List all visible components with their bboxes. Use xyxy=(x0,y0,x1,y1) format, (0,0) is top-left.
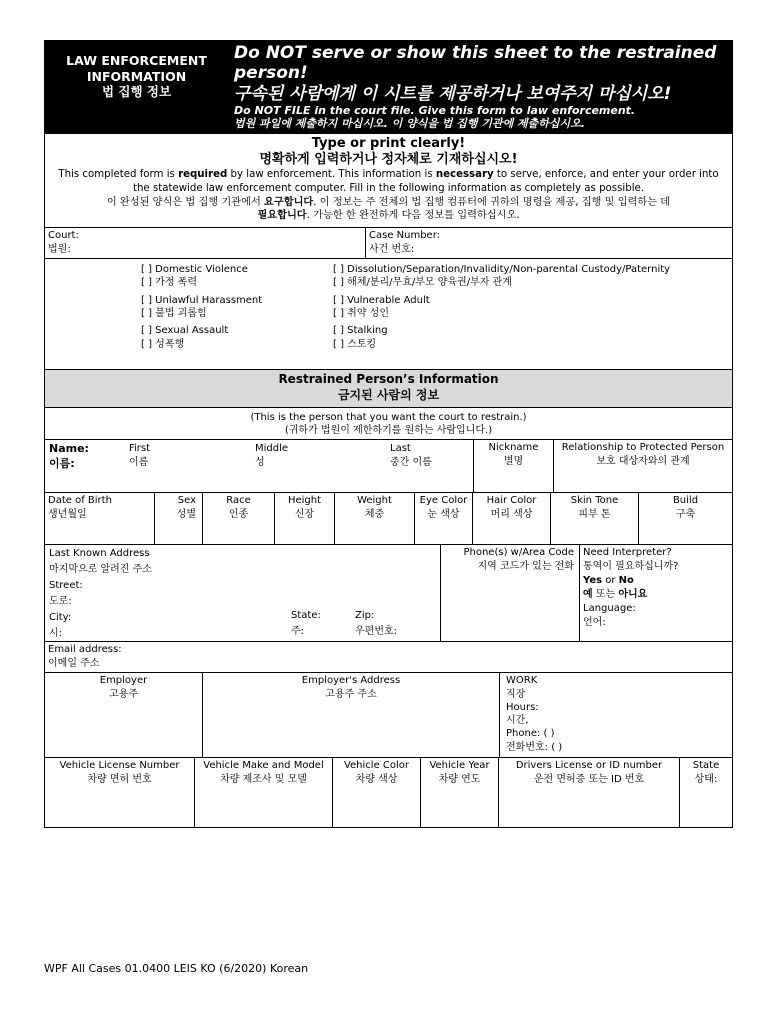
type-clearly-en: Type or print clearly! xyxy=(311,135,466,151)
header-warning-block xyxy=(228,41,732,133)
vehicle-color-field[interactable] xyxy=(333,758,421,827)
checkbox-label-ko: [ ] 해체/분리/무효/부모 양육권/부자 관계 xyxy=(333,277,512,289)
checkbox-label-ko: [ ] 불법 괴롭힘 xyxy=(141,308,207,319)
header-title-line1: LAW ENFORCEMENT xyxy=(66,53,207,68)
nickname-label-ko: 별명 xyxy=(503,455,524,467)
instructions-line2: the statewide law enforcement computer. Fill in the following information as completely as possible. xyxy=(132,182,645,194)
language-label-ko: 언어: xyxy=(583,617,606,629)
state-label xyxy=(291,608,321,640)
instructions-line3 xyxy=(49,196,728,210)
checkbox-stalking[interactable] xyxy=(333,324,670,351)
header-title-line3: 법 집행 정보 xyxy=(101,84,172,100)
eye-color-field[interactable] xyxy=(415,493,473,544)
state-label-en: State: xyxy=(291,610,321,622)
restrained-sub-en: (This is the person that you want the court to restrain.) xyxy=(250,412,527,424)
weight-label-en: Weight xyxy=(357,495,392,507)
height-field[interactable] xyxy=(275,493,335,544)
license-state-label-en: State xyxy=(692,760,720,772)
or-text-ko: 또는 xyxy=(592,589,619,601)
instr-necessary-ko: 필요합니다 xyxy=(257,210,307,222)
name-field[interactable] xyxy=(45,440,474,492)
zip-label xyxy=(355,608,397,640)
address-labels xyxy=(49,546,152,642)
work-phone-label-en: Phone: ( ) xyxy=(506,728,555,740)
email-field[interactable] xyxy=(45,642,732,672)
checkbox-label-en: [ ] Unlawful Harassment xyxy=(141,294,263,306)
no-option[interactable]: No xyxy=(618,575,634,587)
interpreter-label-ko: 통역이 필요하십니까? xyxy=(583,561,679,573)
restrained-title-en: Restrained Person’s Information xyxy=(278,372,499,387)
court-label-ko: 법원: xyxy=(48,243,71,255)
form-header xyxy=(44,40,733,134)
drivers-license-label-en: Drivers License or ID number xyxy=(515,760,663,772)
instr-text: . 이 정보는 주 전체의 법 집행 컴퓨터에 귀하의 명령을 제공, 집행 및 입력하는 데 xyxy=(313,196,671,208)
relationship-field[interactable] xyxy=(554,440,732,492)
dob-field[interactable] xyxy=(45,493,155,544)
drivers-license-field[interactable] xyxy=(499,758,680,827)
nickname-field[interactable] xyxy=(474,440,554,492)
case-number-field[interactable] xyxy=(366,228,732,258)
address-row xyxy=(44,545,733,642)
license-state-label-ko: 상태: xyxy=(694,773,718,785)
sex-label-ko: 성별 xyxy=(176,508,196,520)
sex-field[interactable] xyxy=(155,493,203,544)
instr-text: to serve, enforce, and enter your order into xyxy=(493,169,719,181)
weight-field[interactable] xyxy=(335,493,415,544)
checkbox-label-ko: [ ] 성폭행 xyxy=(141,338,185,350)
employer-address-label-en: Employer's Address xyxy=(301,675,401,687)
checkbox-label-ko: [ ] 스토킹 xyxy=(333,338,377,350)
checkbox-label-en: [ ] Domestic Violence xyxy=(141,264,248,276)
vehicle-license-label-en: Vehicle License Number xyxy=(59,760,180,772)
email-label-ko: 이메일 주소 xyxy=(48,657,100,669)
email-row xyxy=(44,642,733,673)
skin-tone-field[interactable] xyxy=(551,493,639,544)
zip-label-ko: 우편번호: xyxy=(355,626,398,638)
drivers-license-label-ko: 운전 면허증 또는 ID 번호 xyxy=(533,773,645,785)
build-label-en: Build xyxy=(672,495,699,507)
court-field[interactable] xyxy=(45,228,366,258)
vehicle-year-label-ko: 차량 연도 xyxy=(438,773,481,785)
phone-label-ko: 지역 코드가 있는 전화 xyxy=(477,560,574,572)
vehicle-color-label-en: Vehicle Color xyxy=(343,760,410,772)
employer-field[interactable] xyxy=(45,673,203,757)
work-label-ko: 직장 xyxy=(506,688,526,700)
hours-label-en: Hours: xyxy=(506,701,539,713)
work-phone-label-ko: 전화번호: ( ) xyxy=(506,741,563,753)
checkbox-dissolution[interactable] xyxy=(333,263,670,290)
nickname-label-en: Nickname xyxy=(488,442,539,454)
checkbox-label-ko: [ ] 가정 폭력 xyxy=(141,277,197,289)
checkbox-unlawful-harassment[interactable] xyxy=(141,294,262,321)
case-type-right-column xyxy=(333,263,670,351)
address-field[interactable] xyxy=(45,545,441,641)
interpreter-label-en: Need Interpreter? xyxy=(583,547,672,559)
law-enforcement-form xyxy=(44,40,733,828)
yes-no-ko xyxy=(583,588,729,602)
warning-en: Do NOT serve or show this sheet to the restrained person! xyxy=(234,43,717,84)
instr-required: required xyxy=(178,169,228,181)
height-label-en: Height xyxy=(287,495,322,507)
header-title-block xyxy=(45,41,228,133)
name-label xyxy=(49,442,89,472)
email-label-en: Email address: xyxy=(48,644,122,656)
height-label-ko: 신장 xyxy=(294,508,315,520)
nofile-en: Do NOT FILE in the court file. Give this form to law enforcement. xyxy=(234,104,636,118)
sex-label-en: Sex xyxy=(177,495,196,507)
zip-label-en: Zip: xyxy=(355,610,375,622)
instr-necessary: necessary xyxy=(435,169,494,181)
vehicle-make-label-en: Vehicle Make and Model xyxy=(203,760,324,772)
last-label-ko: 중간 이름 xyxy=(390,456,432,468)
name-label-ko: 이름: xyxy=(49,457,75,471)
street-label-ko: 도로: xyxy=(49,596,72,608)
vehicle-make-field[interactable] xyxy=(195,758,333,827)
last-known-address-en: Last Known Address xyxy=(49,548,150,560)
employer-label-ko: 고용주 xyxy=(109,688,138,700)
instr-text: . 가능한 한 완전하게 다음 정보를 입력하십시오. xyxy=(306,210,520,222)
employer-address-label-ko: 고용주 주소 xyxy=(325,688,377,700)
relationship-label-ko: 보호 대상자와의 관계 xyxy=(596,455,690,467)
checkbox-label-en: [ ] Sexual Assault xyxy=(141,325,229,337)
instructions-line1 xyxy=(49,168,728,182)
vehicle-license-field[interactable] xyxy=(45,758,195,827)
checkbox-label-en: [ ] Dissolution/Separation/Invalidity/Non-parental Custody/Paternity xyxy=(333,264,671,276)
phone-field[interactable] xyxy=(441,545,580,641)
header-title-line2: INFORMATION xyxy=(86,68,187,84)
race-label-en: Race xyxy=(226,495,251,507)
language-label-en: Language: xyxy=(583,603,636,615)
yes-no-en xyxy=(583,574,729,588)
yes-option-ko[interactable]: 예 xyxy=(583,589,593,601)
case-type-checkboxes xyxy=(44,259,733,370)
warning-ko: 구속된 사람에게 이 시트를 제공하거나 보여주지 마십시오! xyxy=(234,83,672,104)
eye-color-label-ko: 눈 색상 xyxy=(427,508,460,520)
middle-label-en: Middle xyxy=(255,443,289,455)
hair-color-label-ko: 머리 색상 xyxy=(490,508,533,520)
skin-tone-label-en: Skin Tone xyxy=(570,495,619,507)
court-label-en: Court: xyxy=(48,230,79,242)
vehicle-year-label-en: Vehicle Year xyxy=(429,760,490,772)
state-label-ko: 주: xyxy=(291,626,305,638)
middle-label-ko: 성 xyxy=(255,456,265,468)
vehicle-row xyxy=(44,758,733,828)
skin-tone-label-ko: 피부 톤 xyxy=(578,508,611,520)
vehicle-year-field[interactable] xyxy=(421,758,499,827)
first-name-label xyxy=(129,442,150,469)
name-label-en: Name: xyxy=(49,442,89,456)
phone-label-en: Phone(s) w/Area Code xyxy=(463,547,574,559)
checkbox-label-en: [ ] Vulnerable Adult xyxy=(333,294,430,306)
no-option-ko[interactable]: 아니요 xyxy=(618,589,648,601)
build-label-ko: 구축 xyxy=(675,508,696,520)
case-number-label-en: Case Number: xyxy=(369,230,441,242)
checkbox-sexual-assault[interactable] xyxy=(141,324,262,351)
work-field[interactable] xyxy=(500,673,732,757)
race-field[interactable] xyxy=(203,493,275,544)
vehicle-license-label-ko: 차량 면허 번호 xyxy=(87,773,152,785)
instructions-line4 xyxy=(49,209,728,223)
hair-color-label-en: Hair Color xyxy=(486,495,537,507)
eye-color-label-en: Eye Color xyxy=(419,495,468,507)
name-row xyxy=(44,440,733,493)
instr-text: 이 완성된 양식은 법 집행 기관에서 xyxy=(106,196,265,208)
or-text: or xyxy=(602,575,619,587)
work-label-en: WORK xyxy=(506,675,538,687)
dob-label-ko: 생년월일 xyxy=(48,508,87,520)
nofile-ko: 법원 파일에 제출하지 마십시오. 이 양식을 법 집행 기관에 제출하십시오. xyxy=(234,117,585,131)
build-field[interactable] xyxy=(639,493,732,544)
form-footer: WPF All Cases 01.0400 LEIS KO (6/2020) Korean xyxy=(44,962,309,975)
employer-label-en: Employer xyxy=(99,675,148,687)
restrained-sub-ko: (귀하가 법원이 제한하기를 원하는 사람입니다.) xyxy=(284,425,493,437)
checkbox-vulnerable-adult[interactable] xyxy=(333,294,670,321)
hours-label-ko: 시간, xyxy=(506,715,529,727)
middle-name-label xyxy=(255,442,288,469)
city-label-ko: 시: xyxy=(49,628,63,640)
last-label-en: Last xyxy=(390,443,411,455)
court-case-row xyxy=(44,228,733,259)
employer-address-field[interactable] xyxy=(203,673,500,757)
physical-description-row xyxy=(44,493,733,545)
race-label-ko: 인종 xyxy=(228,508,249,520)
hair-color-field[interactable] xyxy=(473,493,551,544)
weight-label-ko: 체중 xyxy=(364,508,385,520)
license-state-field[interactable] xyxy=(680,758,732,827)
vehicle-color-label-ko: 차량 색상 xyxy=(355,773,398,785)
first-label-ko: 이름 xyxy=(129,456,149,468)
instructions xyxy=(44,134,733,229)
relationship-label-en: Relationship to Protected Person xyxy=(561,442,725,454)
checkbox-domestic-violence[interactable] xyxy=(141,263,262,290)
vehicle-make-label-ko: 차량 제조사 및 모델 xyxy=(220,773,307,785)
dob-label-en: Date of Birth xyxy=(48,495,112,507)
instr-required-ko: 요구합니다 xyxy=(264,196,314,208)
yes-option[interactable]: Yes xyxy=(583,575,603,587)
last-name-label xyxy=(390,442,432,469)
instr-text: This completed form is xyxy=(58,169,179,181)
city-label-en: City: xyxy=(49,612,72,624)
checkbox-label-en: [ ] Stalking xyxy=(333,325,388,337)
case-type-left-column xyxy=(141,263,262,351)
restrained-section-title xyxy=(44,370,733,408)
type-clearly-ko: 명확하게 입력하거나 정자체로 기재하십시오! xyxy=(259,151,518,167)
case-number-label-ko: 사건 번호: xyxy=(369,243,415,255)
checkbox-label-ko: [ ] 취약 성인 xyxy=(333,308,389,319)
street-label-en: Street: xyxy=(49,580,83,592)
restrained-section-subtitle xyxy=(44,408,733,440)
instr-text: by law enforcement. This information is xyxy=(227,169,436,181)
employer-row xyxy=(44,673,733,758)
first-label-en: First xyxy=(129,443,151,455)
last-known-address-ko: 마지막으로 알려진 주소 xyxy=(49,564,152,576)
restrained-title-ko: 금지된 사람의 정보 xyxy=(337,387,440,402)
interpreter-field[interactable] xyxy=(580,545,732,641)
